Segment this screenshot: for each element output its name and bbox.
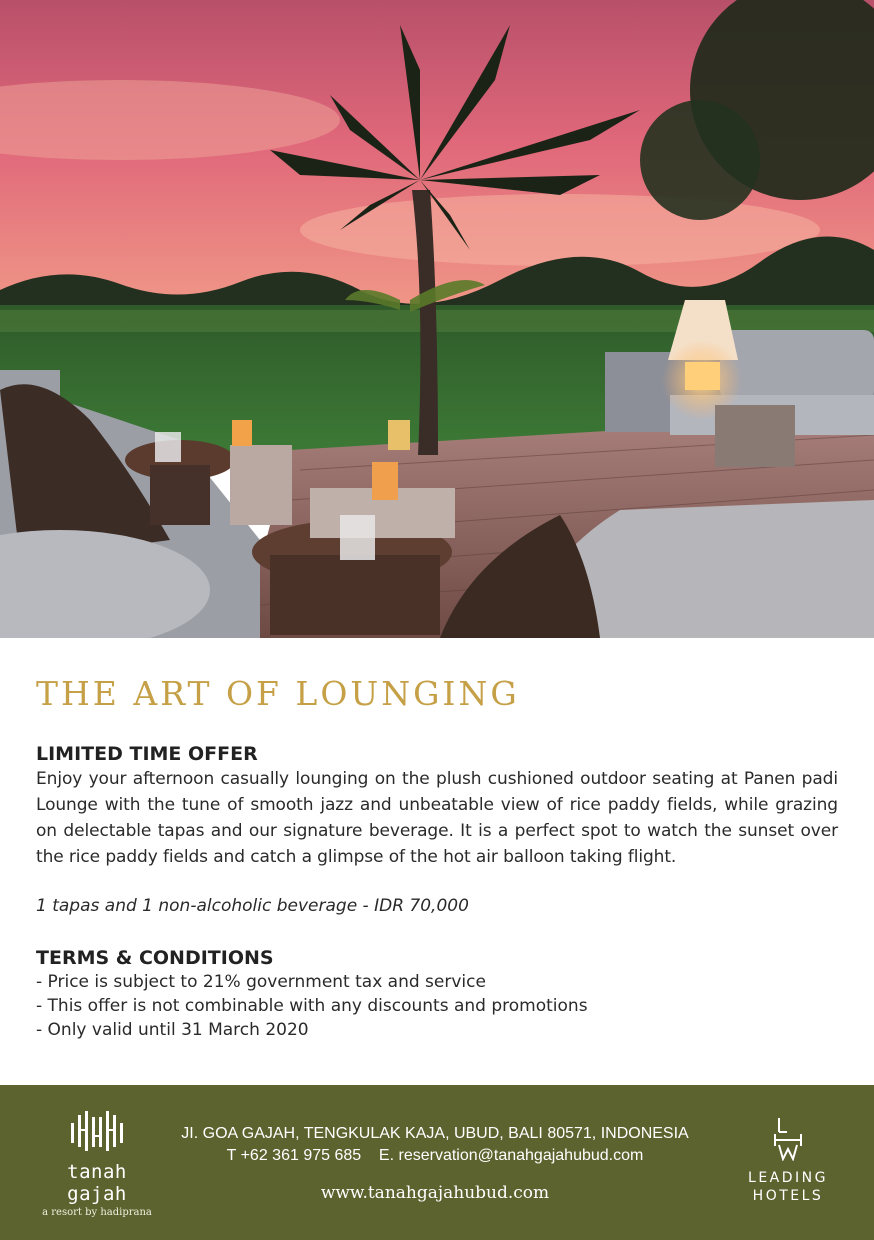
offer-content	[36, 638, 838, 1042]
terms-list	[36, 970, 838, 1042]
offer-title: LIMITED TIME OFFER	[36, 743, 258, 765]
partner-line-1: LEADING	[748, 1170, 828, 1186]
phone-email: T +62 361 975 685 E. reservation@tanahgajahubud.com	[226, 1147, 644, 1164]
terms-item: - Price is subject to 21% government tax and service	[36, 972, 486, 992]
tanah-gajah-logo-icon	[69, 1109, 125, 1155]
leading-hotels-logo	[728, 1115, 848, 1205]
contact-info	[170, 1123, 700, 1203]
brand-name: tanah gajah	[67, 1161, 127, 1205]
brand-logo	[32, 1109, 162, 1218]
terms-title: TERMS & CONDITIONS	[36, 947, 274, 969]
footer	[0, 1085, 874, 1240]
brand-tagline: a resort by hadiprana	[42, 1207, 152, 1218]
page-title: THE ART OF LOUNGING	[36, 674, 520, 713]
lhw-monogram-icon	[771, 1115, 805, 1161]
offer-price: 1 tapas and 1 non-alcoholic beverage - IDR 70,000	[36, 896, 469, 916]
terms-item: - This offer is not combinable with any discounts and promotions	[36, 996, 588, 1016]
website-link[interactable]: www.tanahgajahubud.com	[320, 1183, 550, 1203]
partner-line-2: HOTELS	[752, 1188, 824, 1204]
terms-item: - Only valid until 31 March 2020	[36, 1020, 309, 1040]
offer-description: Enjoy your afternoon casually lounging on the plush cushioned outdoor seating at Panen padi Lounge with the tune of smooth jazz and unbeatable view of rice paddy fields, while grazing on delectable tapas and our signature beverage. It is a perfect spot to watch the sunset over the rice paddy fields and catch a glimpse of the hot air balloon taking flight.	[36, 769, 838, 867]
address: JI. GOA GAJAH, TENGKULAK KAJA, UBUD, BALI 80571, INDONESIA	[181, 1125, 689, 1142]
